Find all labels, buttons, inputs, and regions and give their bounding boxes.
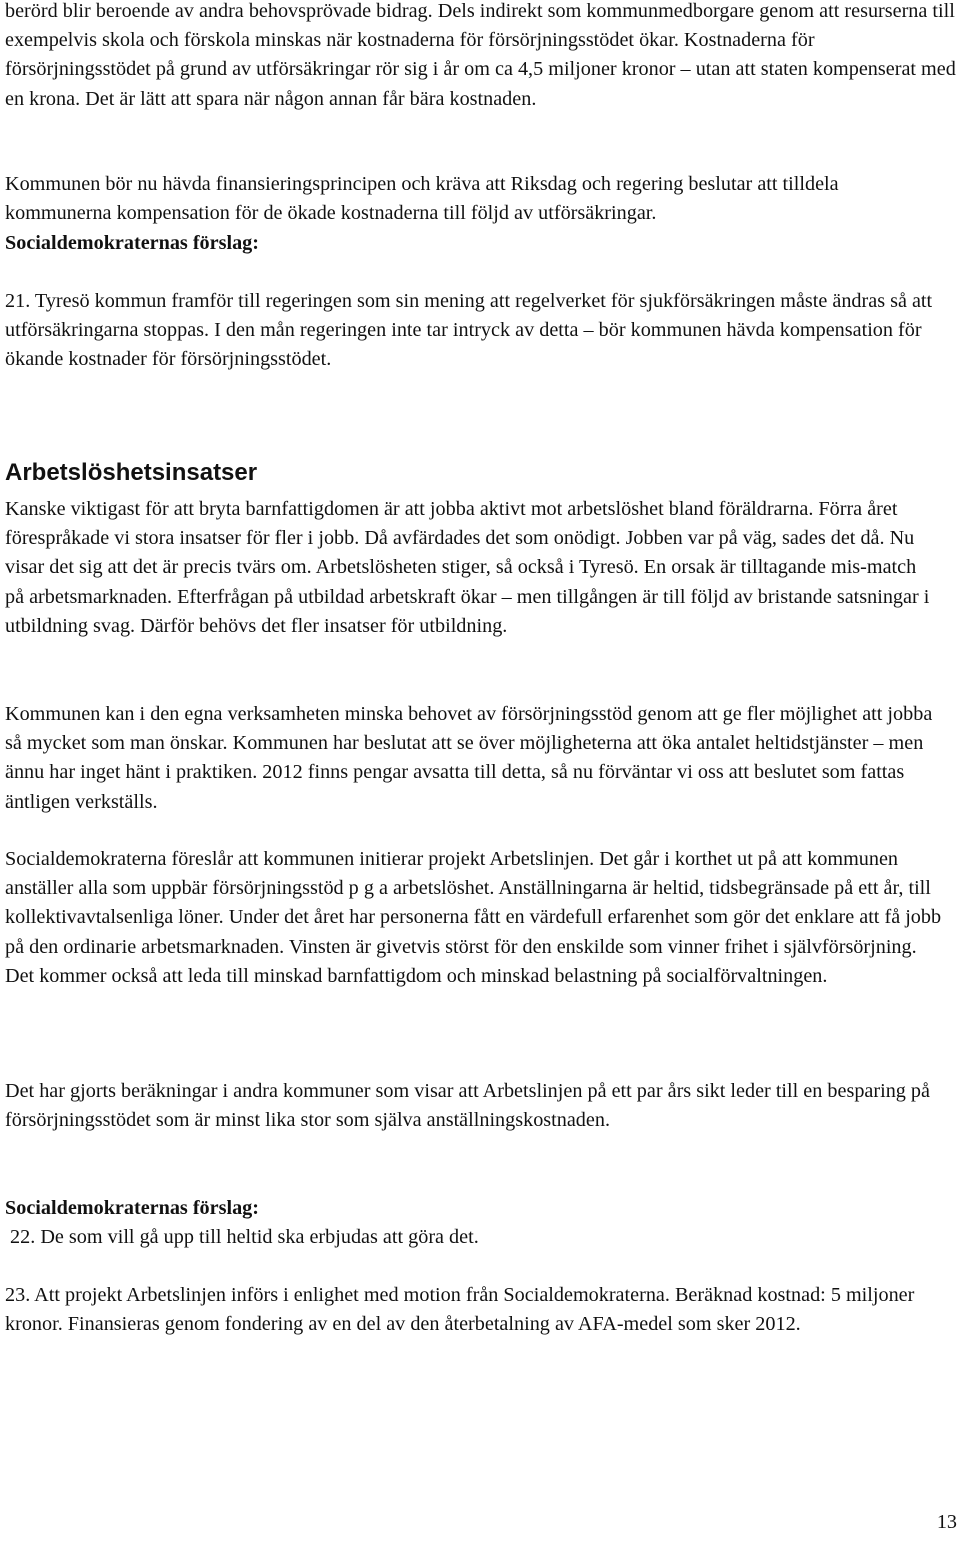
intro-paragraph: berörd blir beroende av andra behovsprövade bidrag. Dels indirekt som kommunmedborgare genom att resurserna till exempelvis skola och förskola minskas när kostnaderna för försörjningsstödet ökar. Kostnaderna för försörjningsstödet på grund av utförsäkringar rör sig i år om ca 4,5 miljoner kronor – utan att staten kompenserat med en krona. Det är lätt att spara när någon annan får bära kostnaden. — [5, 0, 956, 110]
page-number: 13 — [936, 1511, 957, 1533]
financing-principle-paragraph: Kommunen bör nu hävda finansieringsprincipen och kräva att Riksdag och regering beslutar att tilldela kommunerna kompensation för de ökade kostnaderna till följd av utförsäkringar. — [5, 173, 839, 225]
section-paragraph-3: Socialdemokraterna föreslår att kommunen initierar projekt Arbetslinjen. Det går i korthet ut på att kommunen anställer alla som uppbär försörjningsstöd p g a arbetslöshet. Anställningarna är heltid, tidsbegränsade på ett år, till kollektivavtalsenliga löner. Under det året har personerna fått en värdefull erfarenhet som gör det enklare att få jobb på den ordinarie arbetsmarknaden. Vinsten är givetvis störst för den enskilde som vinner frihet i självförsörjning. Det kommer också att leda till minskad barnfattigdom och minskad belastning på socialförvaltningen. — [5, 848, 942, 987]
proposal-item-22: 22. De som vill gå upp till heltid ska erbjudas att göra det. — [5, 1226, 479, 1248]
proposal-label-2: Socialdemokraternas förslag: — [5, 1197, 259, 1219]
proposal-item-23: 23. Att projekt Arbetslinjen införs i enlighet med motion från Socialdemokraterna. Beräknad kostnad: 5 miljoner kronor. Finansieras genom fondering av en del av den återbetalning av AFA-medel som sker 2012. — [5, 1284, 915, 1336]
section-paragraph-4: Det har gjorts beräkningar i andra kommuner som visar att Arbetslinjen på ett par års sikt leder till en besparing på försörjningsstödet som är minst lika stor som själva anställningskostnaden. — [5, 1080, 930, 1132]
section-paragraph-1: Kanske viktigast för att bryta barnfattigdomen är att jobba aktivt mot arbetslöshet bland föräldrarna. Förra året förespråkade vi stora insatser för fler i jobb. Då avfärdades det som onödigt. Jobben var på väg, sades det då. Nu visar det sig att det är precis tvärs om. Arbetslösheten stiger, så också i Tyresö. En orsak är tilltagande mis-match på arbetsmarknaden. Efterfrågan på utbildad arbetskraft ökar – men tillgången är till följd av bristande satsningar i utbildning svag. Därför behövs det fler insatser för utbildning. — [5, 498, 930, 637]
proposal-item-21: 21. Tyresö kommun framför till regeringen som sin mening att regelverket för sjukförsäkringen måste ändras så att utförsäkringarna stoppas. I den mån regeringen inte tar intryck av detta – bör kommunen hävda kompensation för ökande kostnader för försörjningsstödet. — [5, 290, 933, 371]
proposal-label: Socialdemokraternas förslag: — [5, 232, 259, 254]
section-paragraph-2: Kommunen kan i den egna verksamheten minska behovet av försörjningsstöd genom att ge fler möjlighet att jobba så mycket som man önskar. Kommunen har beslutat att se över möjligheterna att öka antalet heltidstjänster – men ännu har inget hänt i praktiken. 2012 finns pengar avsatta till detta, så nu förväntar vi oss att beslutet som fattas äntligen verkställs. — [5, 703, 933, 813]
section-heading: Arbetslöshetsinsatser — [5, 459, 258, 486]
